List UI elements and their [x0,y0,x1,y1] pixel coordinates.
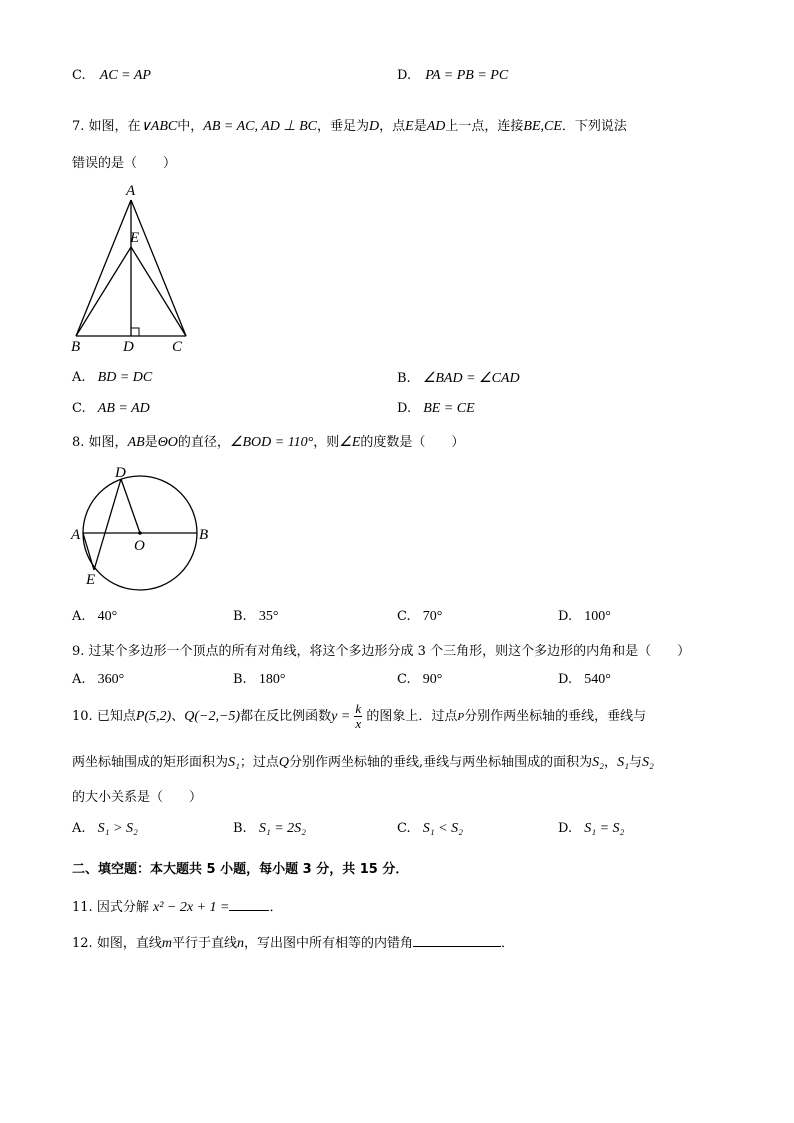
option-text: 360° [97,672,125,687]
q7-triangle-figure [66,180,206,355]
q6-option-c [72,68,151,84]
math-expr: n [236,936,244,951]
question-number: 12. [72,936,93,951]
math-expr: AB = AC, AD ⊥ BC [203,119,317,134]
option-letter: D. [558,672,573,687]
q11-stem [72,896,282,916]
segment-ce [131,247,186,336]
stem-text: 分别作两坐标轴的垂线,垂线与两坐标轴围成的面积为 [289,755,593,770]
math-expr: y = [331,709,351,724]
math-expr: D [368,119,380,134]
stem-text: 因式分解 [96,900,149,915]
question-number: 8. [72,435,85,450]
stem-text: 平行于直线 [171,936,237,951]
fraction-numerator: k [355,701,362,716]
stem-text: 已知点 [96,709,136,724]
math-expr: E [405,119,414,134]
option-letter: B. [397,371,411,386]
stem-text: ． [501,936,515,951]
q8-option-c [397,609,442,625]
stem-text: ， [604,755,618,770]
option-text: BD = DC [97,370,153,385]
q6-option-d [397,68,508,84]
q9-option-a [72,672,124,688]
stem-text: 如图， [88,435,128,450]
option-letter: D. [558,821,573,836]
option-letter: D. [397,68,412,83]
option-text: 180° [258,672,286,687]
q10-option-d [558,821,624,837]
point-label-e: E [86,572,96,588]
stem-text: 如图，在 [88,119,141,134]
question-number: 9. [72,644,85,659]
option-letter: C. [397,821,411,836]
section-heading: 二、填空题：本大题共 5 小题，每小题 3 分，共 15 分． [72,862,409,877]
option-letter: A. [72,672,86,687]
point-label-b: B [199,527,209,543]
option-text: PA = PB = PC [425,68,509,83]
math-expr: AB [127,435,145,450]
option-text: S₁ > S₂ [97,821,138,836]
option-letter: D. [558,609,573,624]
answer-blank[interactable] [413,934,501,947]
option-text: 40° [97,609,118,624]
point-label-e: E [130,230,140,246]
math-expr: P [457,711,465,723]
point-label-a: A [126,183,136,199]
point-label-d: D [123,339,134,355]
math-expr: ∠BOD = 110° [229,435,314,450]
q10-option-b [233,821,306,837]
stem-text: ，点 [379,119,406,134]
segment-ae [83,533,94,570]
math-expr: ∨ABC [140,119,178,134]
stem-text: 的图象上．过点 [366,709,458,724]
stem-text: 中， [177,119,204,134]
segment-ac [131,200,186,336]
stem-text: ，则 [313,435,340,450]
q8-option-d [558,609,611,625]
option-text: S₁ = 2S₂ [258,821,307,836]
point-label-o: O [134,538,145,554]
math-expr: AD [426,119,446,134]
q7-stem [72,115,627,135]
math-expr: Q(−2,−5) [184,709,241,724]
option-text: 100° [584,609,611,624]
point-label-d: D [115,465,126,481]
stem-text: 分别作两坐标轴的垂线，垂线与 [464,709,647,724]
question-number: 10. [72,709,93,724]
segment-ab [76,200,131,336]
q7-option-c [72,401,150,417]
math-expr: Q [278,755,290,770]
q8-option-b [233,609,278,625]
stem-text: 的直径， [177,435,230,450]
math-expr: ΘO [157,435,178,450]
q8-option-a [72,609,117,625]
stem-text: 如图，直线 [96,936,162,951]
point-label-c: C [172,339,183,355]
math-expr: S₂ [592,755,605,770]
q10-option-c [397,821,463,837]
fraction-k-over-x [354,702,362,731]
option-letter: C. [72,68,86,83]
option-text: BE = CE [423,401,475,416]
stem-text: 、 [171,709,185,724]
option-letter: A. [72,370,86,385]
segment-od [121,479,140,533]
option-letter: B. [233,609,247,624]
option-letter: C. [397,672,411,687]
q9-option-b [233,672,285,688]
option-text: S₁ < S₂ [422,821,463,836]
stem-text: ． [269,900,283,915]
math-expr: ∠E [339,435,361,450]
segment-be [76,247,131,336]
option-text: 70° [422,609,443,624]
math-expr: BE,CE [523,119,562,134]
option-letter: D. [397,401,412,416]
question-number: 7. [72,119,85,134]
math-expr: P(5,2) [135,709,172,724]
q7-option-a [72,370,152,386]
option-text: AB = AD [97,401,150,416]
stem-text: 与 [628,755,642,770]
q8-circle-figure [66,462,226,592]
option-text: ∠BAD = ∠CAD [422,371,520,386]
math-expr: S₁ [617,755,629,770]
q7-option-b [397,370,520,387]
option-letter: B. [233,672,247,687]
q9-option-d [558,672,611,688]
option-text: 90° [422,672,443,687]
q10-stem [72,702,646,732]
q7-stem-line2: 错误的是（ ） [72,156,177,171]
option-text: S₁ = S₂ [584,821,625,836]
stem-text: 上一点，连接 [445,119,524,134]
q9-option-c [397,672,442,688]
stem-text: 过某个多边形一个顶点的所有对角线，将这个多边形分成 3 个三角形，则这个多边形的内角和是（ ） [88,644,691,659]
option-letter: B. [233,821,247,836]
option-letter: C. [397,609,411,624]
stem-text: 两坐标轴围成的矩形面积为 [72,755,229,770]
math-expr: x² − 2x + 1 = [152,900,230,915]
answer-blank[interactable] [229,898,269,911]
stem-text: ．下列说法 [561,119,627,134]
stem-text: 是 [413,119,427,134]
q12-stem [72,932,514,952]
stem-text: 的度数是（ ） [360,435,465,450]
option-text: 540° [584,672,611,687]
math-expr: S₁ [228,755,240,770]
stem-text: ，垂足为 [316,119,369,134]
point-label-a: A [71,527,81,543]
math-expr: S₂ [641,755,654,770]
stem-text: ，写出图中所有相等的内错角 [243,936,413,951]
point-label-b: B [71,339,81,355]
question-number: 11. [72,900,93,915]
right-angle-mark [131,328,139,336]
fraction-denominator: x [355,716,362,731]
stem-text: ；过点 [239,755,279,770]
option-letter: C. [72,401,86,416]
stem-text: 都在反比例函数 [240,709,332,724]
option-text: AC = AP [99,68,151,83]
option-letter: A. [72,609,86,624]
q7-option-d [397,401,475,417]
stem-text: 是 [144,435,158,450]
q9-stem [72,640,690,659]
q8-stem [72,431,464,451]
center-point [138,531,142,535]
segment-de [94,479,121,570]
math-expr: m [161,936,172,951]
q10-stem-line3: 的大小关系是（ ） [72,790,203,805]
option-text: 35° [258,609,279,624]
q10-option-a [72,821,138,837]
option-letter: A. [72,821,86,836]
q10-stem-line2 [72,751,654,771]
